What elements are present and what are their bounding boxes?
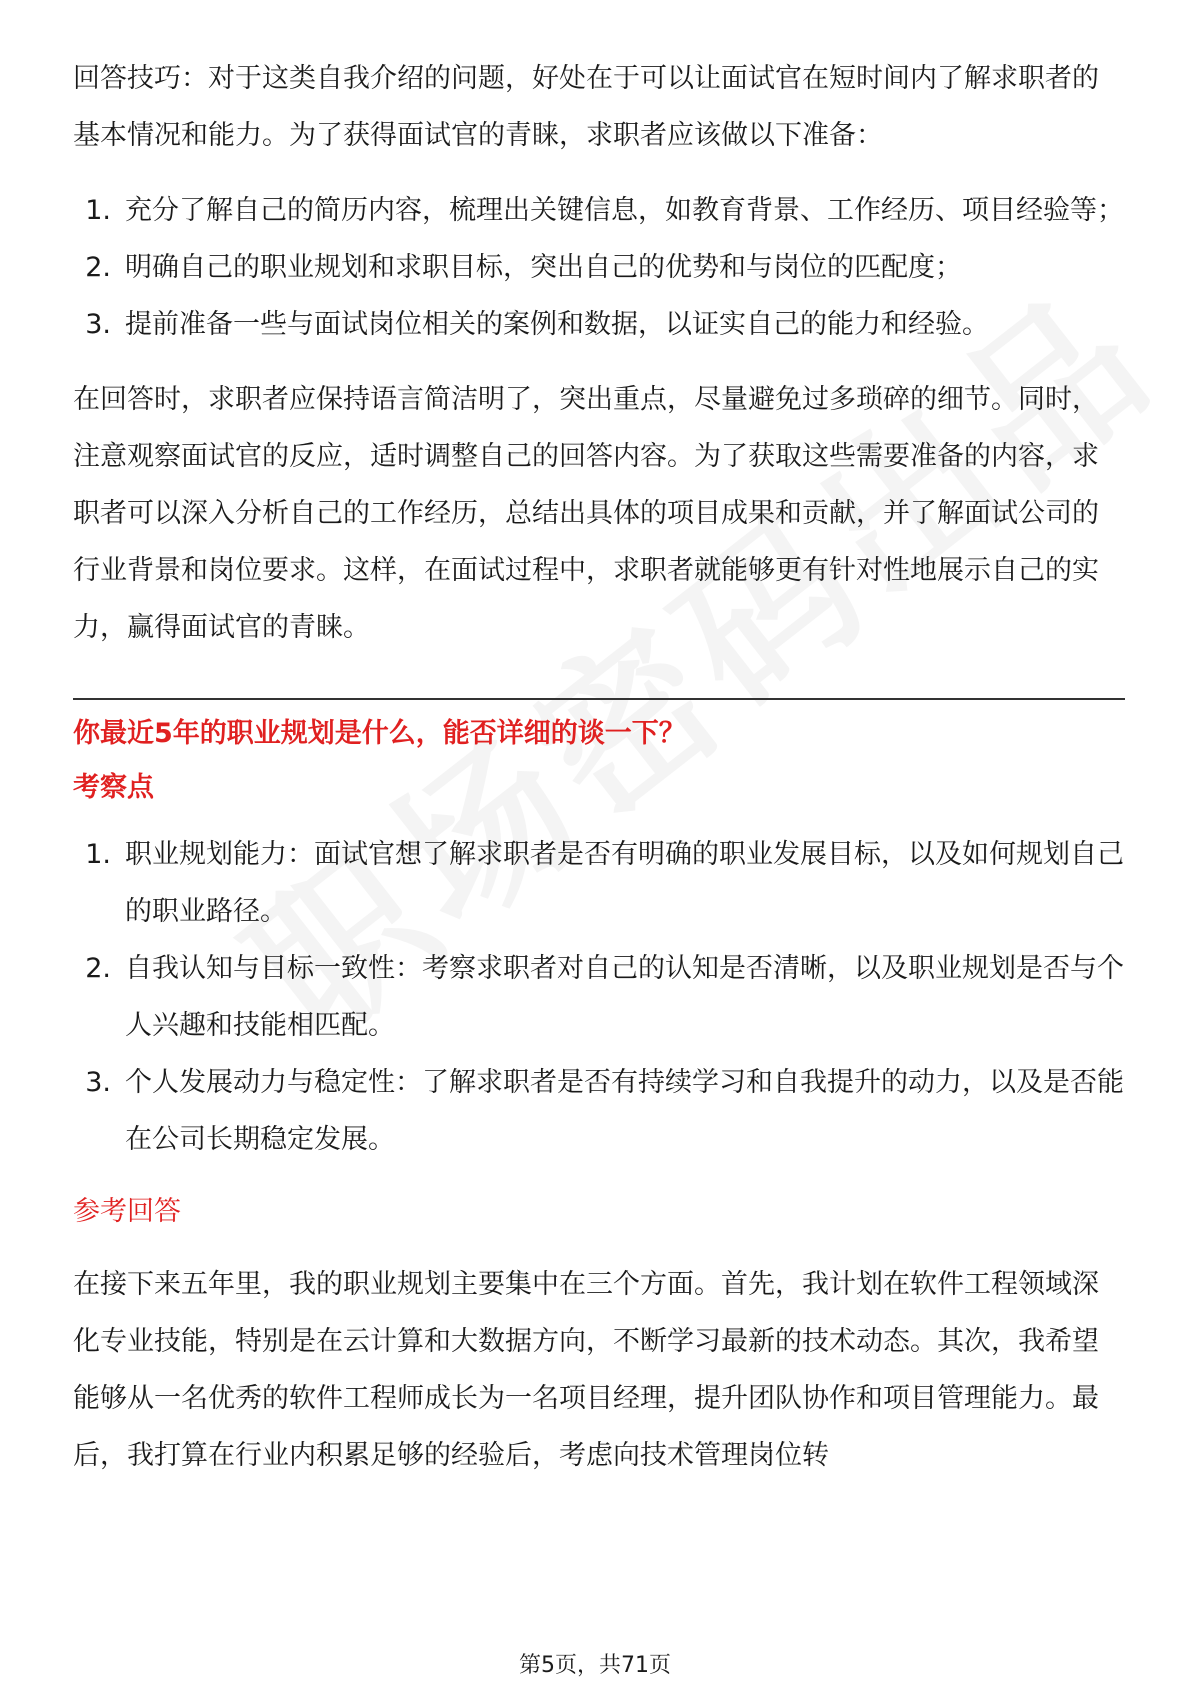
points-heading: 考察点 — [73, 772, 154, 803]
list-item — [73, 1054, 1125, 1168]
points-list — [73, 826, 1125, 1168]
section-divider — [73, 698, 1125, 700]
list-item — [73, 940, 1125, 1054]
list-number: 2. — [85, 252, 111, 283]
list-item — [73, 826, 1125, 940]
list-number: 2. — [85, 953, 111, 984]
list-text: 明确自己的职业规划和求职目标，突出自己的优势和与岗位的匹配度； — [125, 252, 962, 283]
list-text: 充分了解自己的简历内容，梳理出关键信息，如教育背景、工作经历、项目经验等； — [125, 195, 1124, 226]
intro-paragraph: 回答技巧：对于这类自我介绍的问题，好处在于可以让面试官在短时间内了解求职者的基本情况和能力。为了获得面试官的青睐，求职者应该做以下准备： — [73, 63, 1099, 151]
list-text: 提前准备一些与面试岗位相关的案例和数据，以证实自己的能力和经验。 — [125, 309, 989, 340]
answer-heading: 参考回答 — [73, 1196, 181, 1227]
list-item — [73, 296, 1125, 353]
list-number: 3. — [85, 309, 111, 340]
list-number: 1. — [85, 195, 111, 226]
list-item — [73, 239, 1125, 296]
list-text: 自我认知与目标一致性：考察求职者对自己的认知是否清晰，以及职业规划是否与个人兴趣和技能相匹配。 — [125, 953, 1124, 1041]
summary-paragraph: 在回答时，求职者应保持语言简洁明了，突出重点，尽量避免过多琐碎的细节。同时，注意观察面试官的反应，适时调整自己的回答内容。为了获取这些需要准备的内容，求职者可以深入分析自己的工作经历，总结出具体的项目成果和贡献，并了解面试公司的行业背景和岗位要求。这样，在面试过程中，求职者就能够更有针对性地展示自己的实力，赢得面试官的青睐。 — [73, 384, 1099, 643]
list-text: 个人发展动力与稳定性：了解求职者是否有持续学习和自我提升的动力，以及是否能在公司长期稳定发展。 — [125, 1067, 1124, 1155]
document-page — [73, 50, 1125, 1484]
page-number: 第5页，共71页 — [519, 1653, 671, 1678]
list-text: 职业规划能力：面试官想了解求职者是否有明确的职业发展目标，以及如何规划自己的职业路径。 — [125, 839, 1124, 927]
list-number: 3. — [85, 1067, 111, 1098]
answer-paragraph: 在接下来五年里，我的职业规划主要集中在三个方面。首先，我计划在软件工程领域深化专业技能，特别是在云计算和大数据方向，不断学习最新的技术动态。其次，我希望能够从一名优秀的软件工程师成长为一名项目经理，提升团队协作和项目管理能力。最后，我打算在行业内积累足够的经验后，考虑向技术管理岗位转 — [73, 1269, 1099, 1471]
list-number: 1. — [85, 839, 111, 870]
question-title: 你最近5年的职业规划是什么，能否详细的谈一下？ — [73, 718, 686, 749]
intro-list — [73, 182, 1125, 353]
list-item — [73, 182, 1125, 239]
